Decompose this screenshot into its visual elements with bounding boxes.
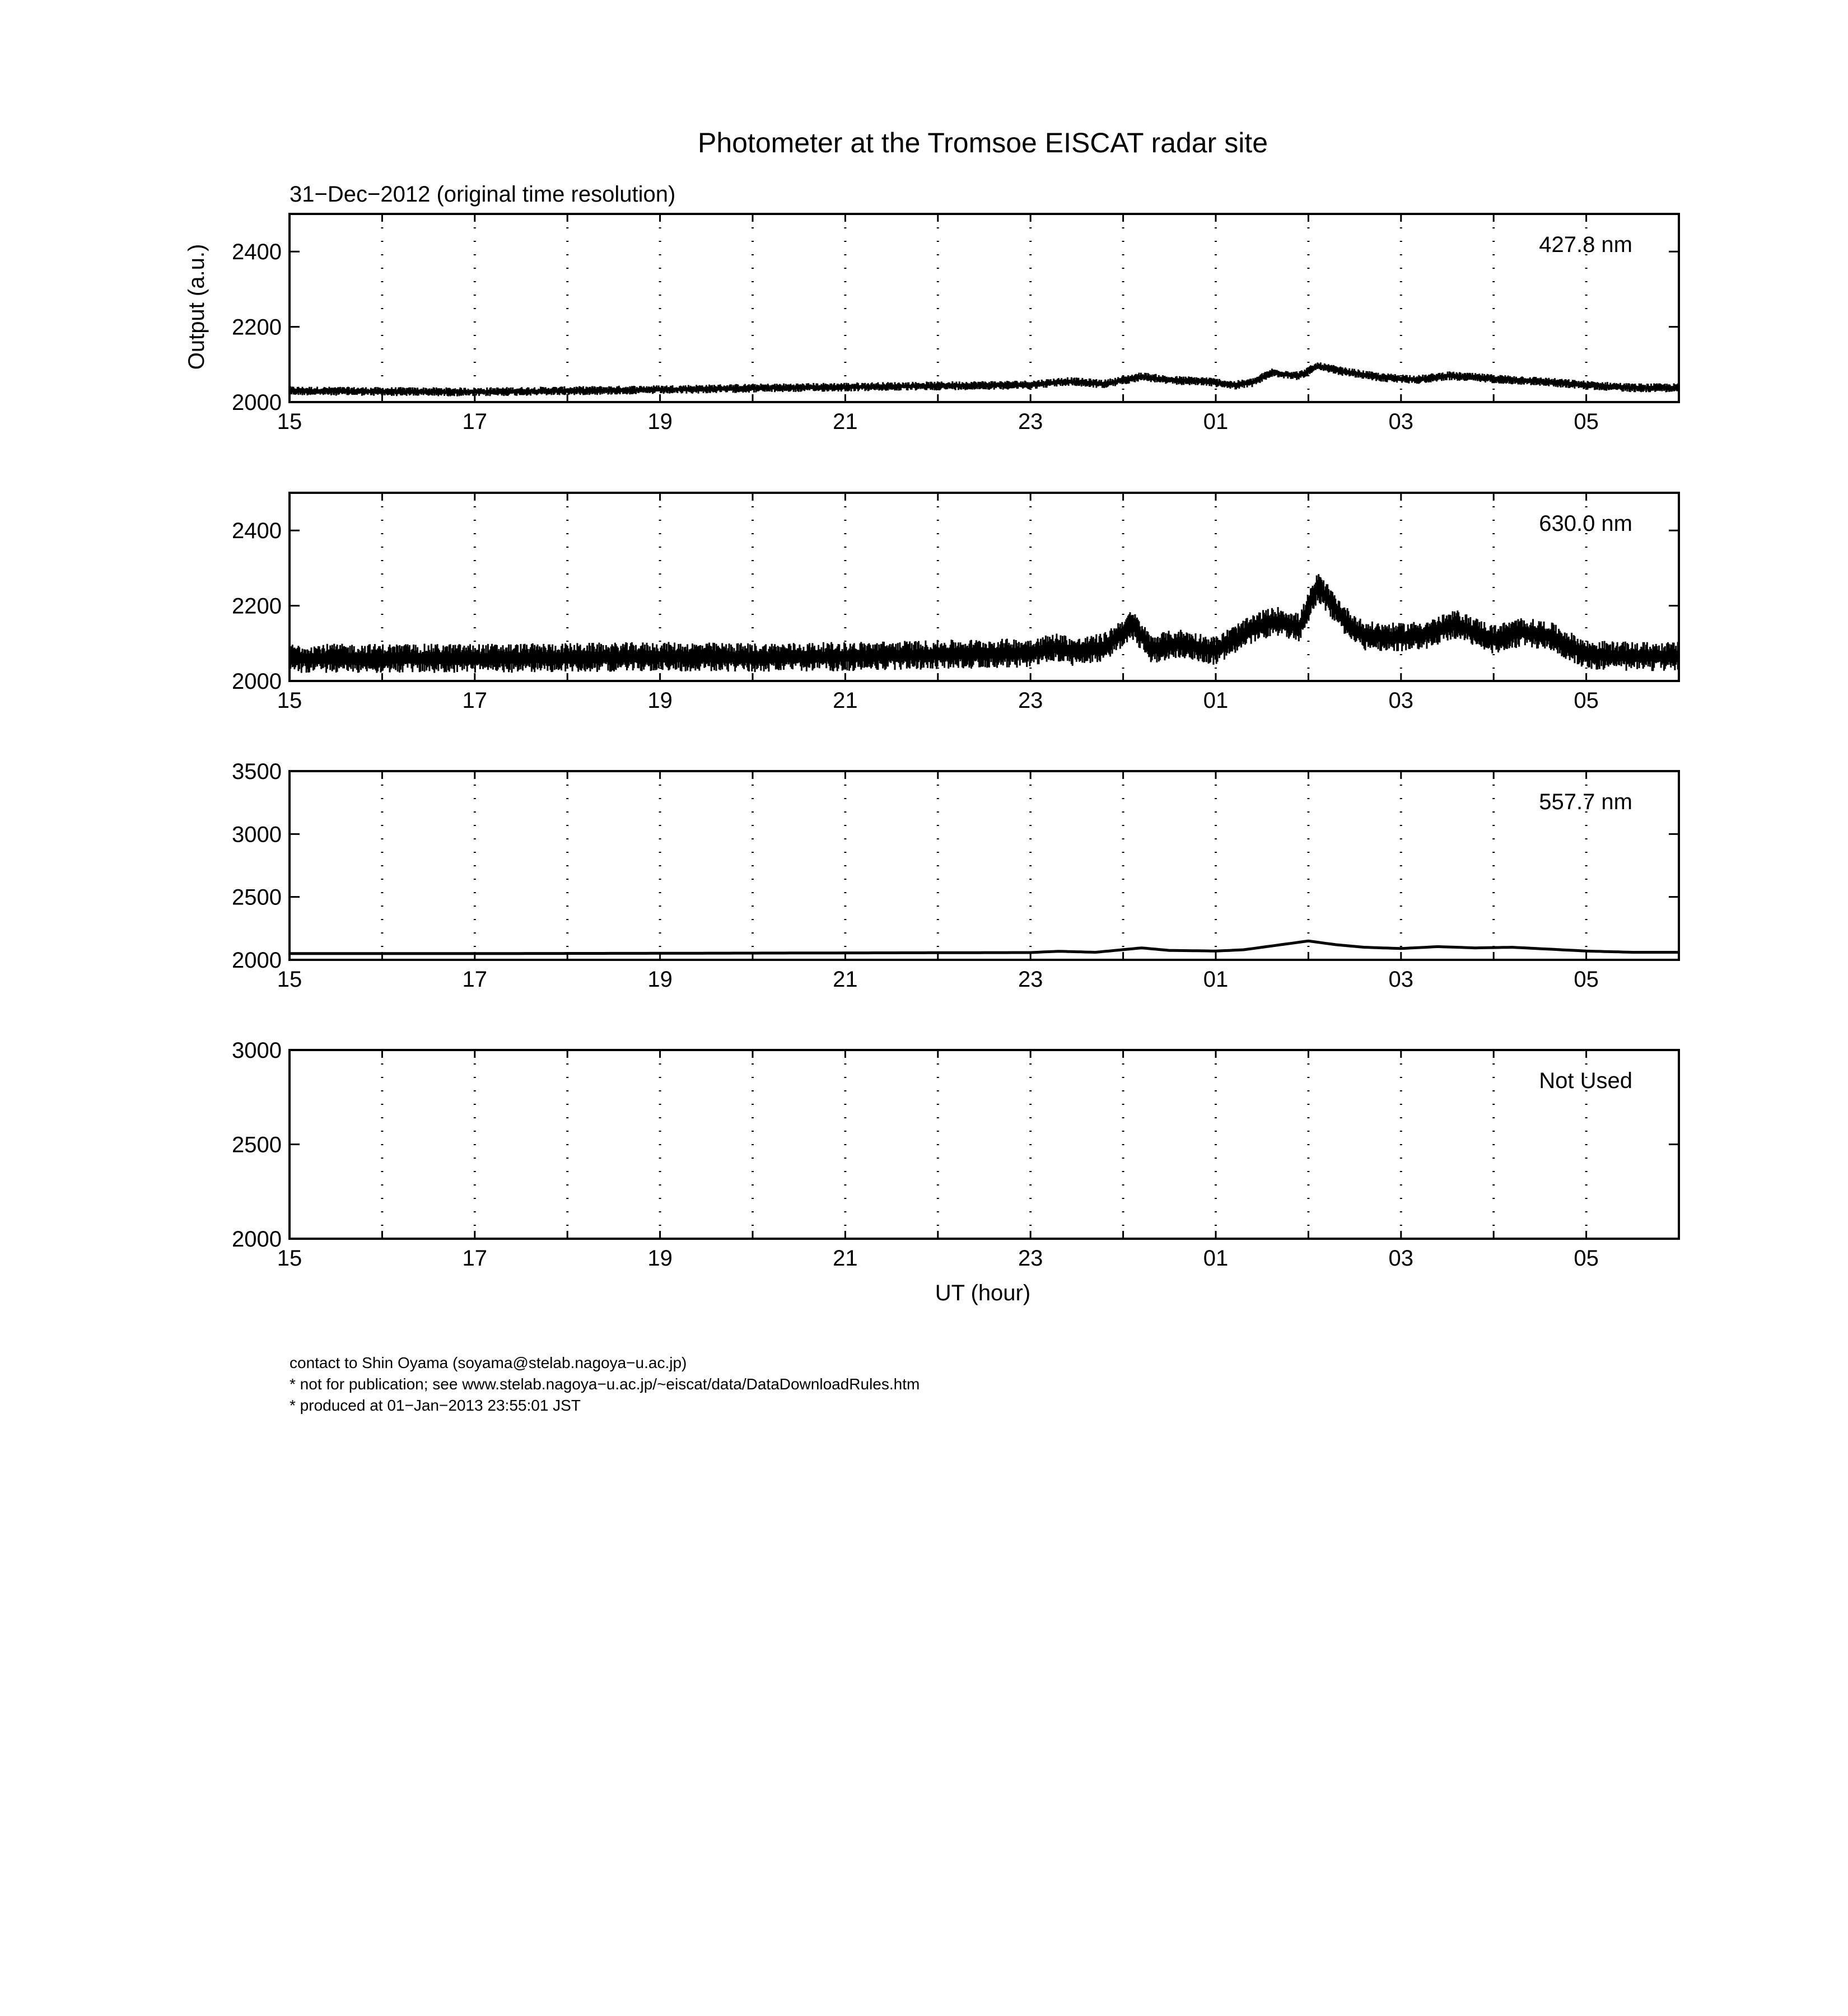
x-tick-label: 21	[833, 1246, 858, 1271]
x-tick-label: 21	[833, 688, 858, 713]
panel-4	[232, 1038, 1679, 1271]
x-tick-label: 05	[1574, 1246, 1599, 1271]
x-tick-label: 19	[647, 967, 673, 992]
x-tick-label: 23	[1018, 409, 1043, 434]
x-tick-label: 01	[1203, 1246, 1229, 1271]
footer-publication: * not for publication; see www.stelab.nagoya−u.ac.jp/~eiscat/data/DataDownloadRules.htm	[290, 1375, 920, 1393]
chart-subtitle: 31−Dec−2012 (original time resolution)	[290, 182, 676, 207]
panels	[232, 214, 1679, 1271]
x-tick-label: 01	[1203, 409, 1229, 434]
x-tick-label: 15	[277, 409, 302, 434]
y-tick-label: 2000	[232, 1227, 282, 1252]
x-tick-label: 01	[1203, 967, 1229, 992]
x-tick-label: 03	[1388, 688, 1414, 713]
x-tick-label: 05	[1574, 409, 1599, 434]
x-tick-label: 01	[1203, 688, 1229, 713]
panel-frame	[290, 771, 1679, 960]
panel-2	[232, 493, 1679, 713]
x-tick-label: 03	[1388, 967, 1414, 992]
y-tick-label: 3000	[232, 1038, 282, 1063]
y-tick-label: 2000	[232, 390, 282, 415]
y-tick-label: 2200	[232, 315, 282, 340]
channel-label: 557.7 nm	[1539, 790, 1632, 814]
panel-frame	[290, 1050, 1679, 1239]
series-1-line	[290, 941, 1679, 954]
footer-produced: * produced at 01−Jan−2013 23:55:01 JST	[290, 1397, 581, 1414]
channel-label: 427.8 nm	[1539, 232, 1632, 257]
x-tick-label: 15	[277, 1246, 302, 1271]
x-tick-label: 17	[462, 409, 488, 434]
x-tick-label: 17	[462, 688, 488, 713]
x-tick-label: 03	[1388, 409, 1414, 434]
x-tick-label: 17	[462, 967, 488, 992]
x-axis-label: UT (hour)	[935, 1281, 1031, 1305]
x-tick-label: 15	[277, 688, 302, 713]
footer-contact: contact to Shin Oyama (soyama@stelab.nagoya−u.ac.jp)	[290, 1354, 687, 1371]
y-tick-label: 2400	[232, 519, 282, 544]
y-tick-label: 2000	[232, 948, 282, 973]
x-tick-label: 23	[1018, 967, 1043, 992]
x-tick-label: 05	[1574, 967, 1599, 992]
x-tick-label: 05	[1574, 688, 1599, 713]
x-tick-label: 15	[277, 967, 302, 992]
x-tick-label: 17	[462, 1246, 488, 1271]
x-tick-label: 19	[647, 1246, 673, 1271]
panel-3	[232, 759, 1679, 992]
panel-1	[232, 214, 1679, 434]
x-tick-label: 19	[647, 409, 673, 434]
y-axis-label: Output (a.u.)	[184, 244, 209, 370]
y-tick-label: 2500	[232, 1132, 282, 1158]
y-tick-label: 2000	[232, 669, 282, 694]
x-tick-label: 21	[833, 409, 858, 434]
y-tick-label: 3500	[232, 759, 282, 784]
y-tick-label: 3000	[232, 822, 282, 847]
y-tick-label: 2400	[232, 240, 282, 265]
y-tick-label: 2500	[232, 885, 282, 910]
channel-label: 630.0 nm	[1539, 511, 1632, 536]
chart-title: Photometer at the Tromsoe EISCAT radar site	[697, 127, 1268, 158]
x-tick-label: 23	[1018, 688, 1043, 713]
x-tick-label: 19	[647, 688, 673, 713]
x-tick-label: 03	[1388, 1246, 1414, 1271]
y-tick-label: 2200	[232, 594, 282, 619]
x-tick-label: 21	[833, 967, 858, 992]
x-tick-label: 23	[1018, 1246, 1043, 1271]
channel-label: Not Used	[1539, 1068, 1632, 1093]
